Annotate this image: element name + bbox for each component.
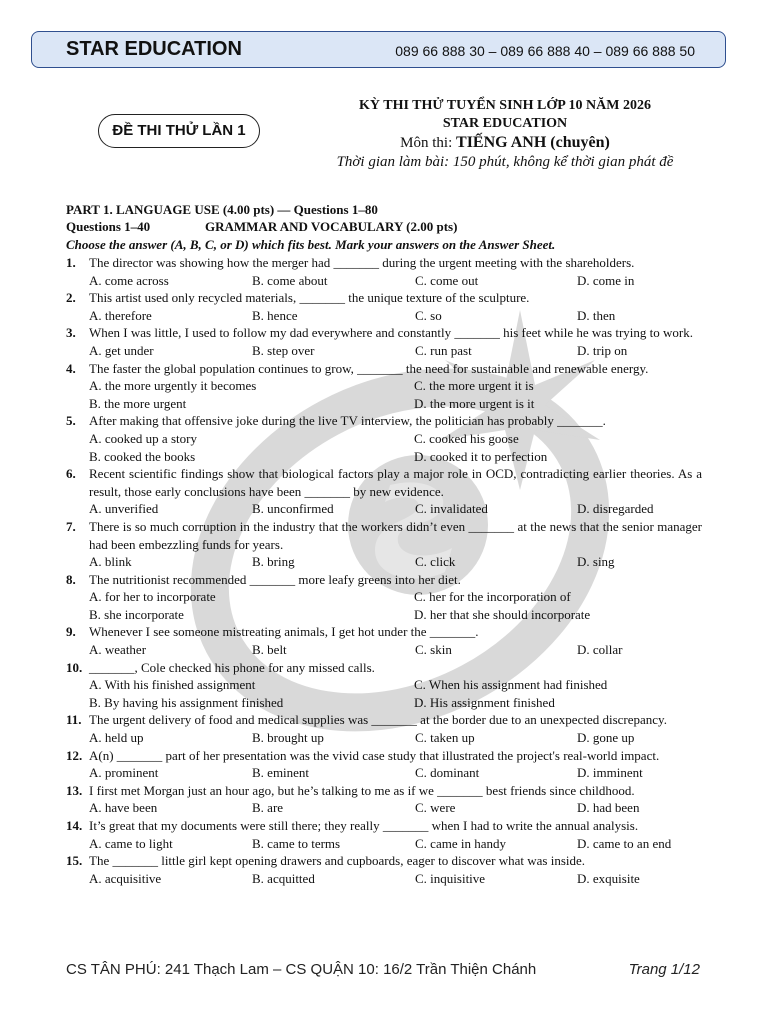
question-number: 9. [66, 624, 76, 640]
answer-option: C. cooked his goose [414, 430, 519, 446]
question-number: 3. [66, 325, 76, 341]
question-text: _______, Cole checked his phone for any missed calls. [89, 659, 375, 675]
question-item [66, 360, 702, 378]
question-item [66, 817, 702, 835]
answer-options [66, 676, 702, 711]
question-text: This artist used only recycled materials, _______ the unique texture of the sculpture. [89, 290, 530, 306]
question-item [66, 623, 702, 641]
answer-option: A. weather [89, 642, 147, 658]
answer-option: D. trip on [577, 342, 628, 358]
answer-option: B. came to terms [252, 835, 341, 851]
answer-option: C. run past [415, 342, 472, 358]
question-number: 1. [66, 255, 76, 270]
brand-name: STAR EDUCATION [66, 38, 242, 60]
answer-option: A. With his finished assignment [89, 677, 256, 693]
answer-option: B. cooked the books [89, 448, 196, 464]
question-item [66, 711, 702, 729]
answer-options [66, 272, 702, 290]
question-item [66, 324, 702, 342]
answer-option: A. prominent [89, 765, 159, 781]
question-number: 13. [66, 782, 83, 798]
answer-option: A. acquisitive [89, 870, 162, 886]
question-text: When I was little, I used to follow my dad everywhere and constantly _______ his feet while he was trying to work. [89, 325, 693, 341]
answer-option: C. When his assignment had finished [414, 677, 608, 693]
answer-option: A. blink [89, 554, 132, 570]
question-number: 14. [66, 818, 83, 833]
answer-option: D. exquisite [577, 870, 640, 886]
answer-option: D. come in [577, 272, 635, 288]
answer-option: C. so [415, 307, 442, 323]
answer-options [66, 430, 702, 465]
answer-option: B. unconfirmed [252, 501, 334, 517]
footer-address: CS TÂN PHÚ: 241 Thạch Lam – CS QUẬN 10: 16/2 Trần Thiện Chánh [66, 961, 537, 978]
exam-content [66, 201, 702, 887]
subject-label: Môn thi: [400, 135, 457, 151]
answer-option: C. come out [415, 272, 479, 288]
answer-option: D. gone up [577, 730, 635, 746]
header-bar [31, 31, 726, 68]
exam-badge: ĐỀ THI THỬ LẦN 1 [98, 114, 260, 148]
question-text: The nutritionist recommended _______ more leafy greens into her diet. [89, 571, 461, 587]
question-number: 11. [66, 712, 82, 728]
question-text: The _______ little girl kept opening drawers and cupboards, eager to discover what was inside. [89, 853, 586, 869]
question-number: 15. [66, 853, 83, 869]
question-item [66, 289, 702, 307]
answer-option: A. the more urgently it becomes [89, 378, 257, 394]
answer-option: B. the more urgent [89, 395, 187, 411]
answer-options [66, 342, 702, 360]
answer-option: D. cooked it to perfection [414, 448, 548, 464]
question-text: I first met Morgan just an hour ago, but he’s talking to me as if we _______ best friends since childhood. [89, 782, 635, 798]
answer-option: B. are [252, 800, 284, 816]
answer-options [66, 870, 702, 888]
answer-option: C. inquisitive [415, 870, 486, 886]
answer-option: C. invalidated [415, 501, 488, 517]
phone-numbers: 089 66 888 30 – 089 66 888 40 – 089 66 888 50 [395, 43, 695, 59]
question-text: After making that offensive joke during the live TV interview, the politician has probably _______. [89, 413, 606, 429]
answer-options [66, 835, 702, 853]
answer-option: D. her that she should incorporate [414, 606, 591, 622]
answer-options [66, 641, 702, 659]
exam-titles [300, 97, 710, 171]
section-heading [66, 218, 702, 235]
question-item [66, 254, 702, 272]
question-text: There is so much corruption in the industry that the workers didn’t even _______ at the news that the senior manager had been embezzling funds for years. [89, 518, 702, 552]
answer-option: A. cooked up a story [89, 430, 197, 446]
part-title: PART 1. LANGUAGE USE (4.00 pts) — Questions 1–80 [66, 202, 378, 217]
answer-option: D. His assignment finished [414, 694, 555, 710]
question-item [66, 659, 702, 677]
answer-option: D. came to an end [577, 835, 672, 851]
answer-option: B. eminent [252, 765, 310, 781]
answer-option: C. her for the incorporation of [414, 589, 571, 605]
answer-option: A. unverified [89, 501, 159, 517]
question-item [66, 571, 702, 589]
answer-option: B. come about [252, 272, 328, 288]
question-text: The urgent delivery of food and medical supplies was _______ at the border due to an unexpected discrepancy. [89, 712, 667, 728]
exam-organizer: STAR EDUCATION [442, 116, 568, 131]
answer-option: C. skin [415, 642, 452, 658]
answer-option: A. for her to incorporate [89, 589, 216, 605]
answer-option: C. taken up [415, 730, 475, 746]
exam-title: KỲ THI THỬ TUYỂN SINH LỚP 10 NĂM 2026 [359, 98, 651, 113]
answer-option: B. acquitted [252, 870, 315, 886]
question-number: 2. [66, 290, 76, 306]
answer-option: D. collar [577, 642, 623, 658]
question-text: It’s great that my documents were still there; they really _______ when I had to write the annual analysis. [89, 818, 639, 833]
answer-option: B. bring [252, 554, 295, 570]
answer-option: D. then [577, 307, 616, 323]
section-range: Questions 1–40 [66, 219, 151, 234]
answer-options [66, 764, 702, 782]
question-text: The faster the global population continues to grow, _______ the need for sustainable and renewable energy. [89, 360, 649, 376]
question-number: 12. [66, 747, 83, 763]
answer-option: A. came to light [89, 835, 173, 851]
answer-option: C. came in handy [415, 835, 506, 851]
answer-options [66, 729, 702, 747]
answer-options [66, 553, 702, 571]
answer-option: A. held up [89, 730, 144, 746]
answer-option: D. sing [577, 554, 615, 570]
footer [66, 961, 700, 978]
instructions: Choose the answer (A, B, C, or D) which fits best. Mark your answers on the Answer Sheet. [66, 237, 556, 252]
page-number: Trang 1/12 [628, 961, 700, 978]
question-text: A(n) _______ part of her presentation was the vivid case study that illustrated the project's real-world impact. [89, 747, 660, 763]
subject-name: TIẾNG ANH (chuyên) [456, 134, 610, 151]
answer-options [66, 500, 702, 518]
answer-option: B. step over [252, 342, 315, 358]
question-number: 6. [66, 466, 76, 482]
question-text: Recent scientific findings show that biological factors play a major role in OCD, contradicting earlier theories. As a result, those early conclusions have been _______ by new evidence. [89, 466, 702, 499]
question-item [66, 518, 702, 553]
answer-option: A. have been [89, 800, 158, 816]
section-title: GRAMMAR AND VOCABULARY (2.00 pts) [205, 219, 458, 234]
answer-option: D. imminent [577, 765, 643, 781]
question-number: 5. [66, 413, 76, 429]
answer-option: B. By having his assignment finished [89, 694, 284, 710]
exam-subject [300, 133, 710, 153]
question-number: 7. [66, 518, 76, 534]
answer-option: B. she incorporate [89, 606, 184, 622]
question-item [66, 465, 702, 500]
answer-option: D. disregarded [577, 501, 654, 517]
question-number: 8. [66, 571, 76, 587]
answer-option: D. had been [577, 800, 640, 816]
question-item [66, 782, 702, 800]
answer-option: A. therefore [89, 307, 152, 323]
question-number: 4. [66, 360, 76, 376]
answer-option: C. were [415, 800, 456, 816]
question-item [66, 852, 702, 870]
answer-option: B. brought up [252, 730, 324, 746]
question-text: Whenever I see someone mistreating animals, I get hot under the _______. [89, 624, 479, 640]
answer-option: A. come across [89, 272, 169, 288]
answer-options [66, 377, 702, 412]
question-list [66, 254, 702, 887]
answer-option: A. get under [89, 342, 154, 358]
answer-option: B. hence [252, 307, 298, 323]
answer-option: D. the more urgent is it [414, 395, 535, 411]
answer-option: C. click [415, 554, 456, 570]
question-item [66, 412, 702, 430]
exam-time-note: Thời gian làm bài: 150 phút, không kể thời gian phát đề [336, 154, 674, 170]
question-number: 10. [66, 659, 83, 675]
question-item [66, 747, 702, 765]
answer-option: C. dominant [415, 765, 480, 781]
answer-option: B. belt [252, 642, 287, 658]
question-text: The director was showing how the merger had _______ during the urgent meeting with the shareholders. [89, 255, 635, 270]
answer-options [66, 307, 702, 325]
answer-option: C. the more urgent it is [414, 378, 534, 394]
answer-options [66, 588, 702, 623]
answer-options [66, 799, 702, 817]
